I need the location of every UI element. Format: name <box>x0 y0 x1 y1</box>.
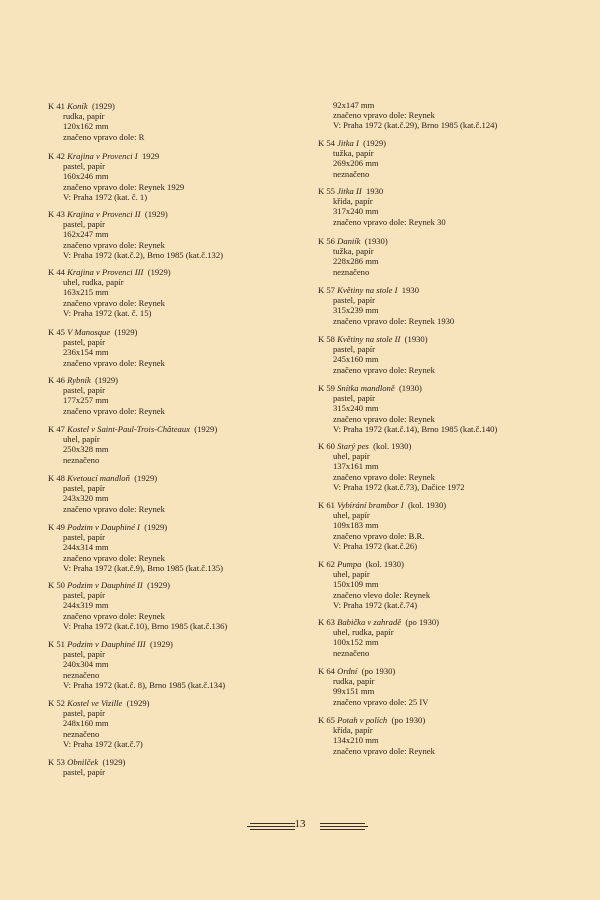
entry-detail-line: pastel, papír <box>63 337 105 348</box>
entry-detail-line: 92x147 mm <box>333 100 375 110</box>
entry-title: Krajina v Provenci III <box>67 267 144 277</box>
entry-detail-line: V: Praha 1972 (kat.č.74) <box>333 599 418 610</box>
entry-heading <box>318 715 588 725</box>
entry-detail-line: 150x109 mm <box>333 579 379 590</box>
entry-title: Koník <box>67 101 88 111</box>
entry-title: Daniík <box>337 236 361 246</box>
entry-date: 1930 <box>401 285 419 295</box>
entry-date: (po 1930) <box>405 617 440 627</box>
catalog-entry <box>318 383 588 434</box>
entry-detail-line: V: Praha 1972 (kat.č. 8), Brno 1985 (kat.č.134) <box>63 679 226 690</box>
entry-code: K 55 <box>318 186 335 196</box>
entry-code: K 53 <box>48 757 65 767</box>
entry-detail-line: pastel, papír <box>63 219 105 230</box>
entry-heading <box>48 580 318 590</box>
entry-title: Podzim v Dauphiné II <box>67 580 143 590</box>
entry-date: (1929) <box>144 522 168 532</box>
entry-detail-line: 315x240 mm <box>333 403 379 414</box>
entry-detail-line: V: Praha 1972 (kat.č.29), Brno 1985 (kat.č.124) <box>333 120 498 131</box>
entry-code: K 49 <box>48 522 65 532</box>
entry-title: Rybník <box>67 375 91 385</box>
catalog-entry <box>48 267 318 318</box>
entry-code: K 61 <box>318 500 335 510</box>
footer-rule-right-1 <box>320 823 365 824</box>
entry-code: K 44 <box>48 267 65 277</box>
entry-title: Jitka I <box>337 138 359 148</box>
entry-heading <box>48 267 318 277</box>
entry-detail-line: pastel, papír <box>333 344 375 355</box>
entry-detail-line: neznačeno <box>333 168 370 179</box>
entry-date: (po 1930) <box>391 715 426 725</box>
entry-detail-line: značeno vpravo dole: Reynek <box>63 610 165 621</box>
entry-heading <box>48 209 318 219</box>
entry-title: Starý pes <box>337 441 369 451</box>
entry-detail-line: V: Praha 1972 (kat.č.2), Brno 1985 (kat.č.132) <box>63 249 223 260</box>
page-footer <box>0 816 600 836</box>
entry-code: K 47 <box>48 424 65 434</box>
entry-detail-line: pastel, papír <box>63 708 105 719</box>
catalog-entry <box>318 500 588 551</box>
entry-detail-line: značeno vpravo dole: Reynek <box>63 503 165 514</box>
entry-code: K 65 <box>318 715 335 725</box>
entry-date: (1930) <box>364 236 388 246</box>
entry-title: Květiny na stole I <box>337 285 398 295</box>
entry-detail-line: 236x154 mm <box>63 347 109 358</box>
entry-detail-line: uhel, rudka, papír <box>63 277 124 288</box>
footer-rule-right-3 <box>320 829 365 830</box>
catalog-entry <box>48 580 318 631</box>
entry-heading <box>48 101 318 111</box>
catalog-entry <box>318 138 588 179</box>
entry-detail-line: značeno vpravo dole: R <box>63 131 145 142</box>
entry-date: (1929) <box>149 639 173 649</box>
entry-code: K 60 <box>318 441 335 451</box>
catalog-entry <box>48 151 318 202</box>
entry-heading <box>318 559 588 569</box>
entry-detail-line: pastel, papír <box>63 385 105 396</box>
entry-detail-line: 137x161 mm <box>333 461 379 472</box>
footer-rule-left-1 <box>250 823 295 824</box>
entry-code: K 54 <box>318 138 335 148</box>
entry-heading <box>48 698 318 708</box>
entry-detail-line: 163x215 mm <box>63 287 109 298</box>
entry-detail-line: V: Praha 1972 (kat. č. 1) <box>63 191 148 202</box>
entry-detail-line: značeno vpravo dole: 25 IV <box>333 696 429 707</box>
entry-detail-line: rudka, papír <box>333 676 375 687</box>
footer-rule-left-3 <box>250 829 295 830</box>
catalog-entry <box>48 375 318 416</box>
entry-detail-line: 99x151 mm <box>333 686 375 697</box>
entry-heading <box>318 334 588 344</box>
entry-detail-line: uhel, papír <box>333 451 370 462</box>
entry-title: Babička v zahradě <box>337 617 402 627</box>
entry-detail-line: značeno vpravo dole: Reynek <box>333 413 435 424</box>
entry-title: Květiny na stole II <box>337 334 401 344</box>
catalog-entry <box>48 698 318 749</box>
entry-detail-line: 109x183 mm <box>333 520 379 531</box>
entry-heading <box>48 375 318 385</box>
catalog-entry <box>318 666 588 707</box>
entry-detail-line: 177x257 mm <box>63 395 109 406</box>
entry-title: Ordní <box>337 666 358 676</box>
entry-detail-line: 269x206 mm <box>333 158 379 169</box>
entry-detail-line: pastel, papír <box>63 483 105 494</box>
entry-detail-line: uhel, papír <box>333 569 370 580</box>
entry-detail-line: značeno vpravo dole: Reynek <box>63 552 165 563</box>
entry-heading <box>48 522 318 532</box>
entry-detail-line: 160x246 mm <box>63 171 109 182</box>
entry-code: K 48 <box>48 473 65 483</box>
entry-date: (1929) <box>95 375 119 385</box>
entry-detail-line: pastel, papír <box>333 393 375 404</box>
entry-heading <box>48 639 318 649</box>
entry-title: Kvetoucí mandloň <box>67 473 130 483</box>
entry-heading <box>318 285 588 295</box>
entry-code: K 59 <box>318 383 335 393</box>
entry-detail-line: křída, papír <box>333 725 373 736</box>
entry-code: K 42 <box>48 151 65 161</box>
entry-detail-line: značeno vpravo dole: Reynek <box>63 405 165 416</box>
entry-heading <box>318 617 588 627</box>
entry-detail-line: V: Praha 1972 (kat.č.73), Dačice 1972 <box>333 481 465 492</box>
entry-detail-line: 228x286 mm <box>333 256 379 267</box>
entry-detail-line: značeno vpravo dole: Reynek 1929 <box>63 181 185 192</box>
catalog-entry <box>48 757 318 777</box>
entry-title: Kostel v Saint-Paul-Trois-Châteaux <box>67 424 190 434</box>
entry-detail-line: pastel, papír <box>63 532 105 543</box>
entry-title: Potah v polích <box>337 715 388 725</box>
entry-detail-line: rudka, papír <box>63 111 105 122</box>
entry-title: Kostel ve Vizille <box>67 698 123 708</box>
entry-heading <box>318 500 588 510</box>
catalog-entry <box>318 559 588 610</box>
entry-heading <box>318 441 588 451</box>
entry-date: (kol. 1930) <box>407 500 447 510</box>
entry-code: K 50 <box>48 580 65 590</box>
entry-date: (po 1930) <box>361 666 396 676</box>
catalog-entry <box>48 101 318 142</box>
entry-date: (1930) <box>398 383 422 393</box>
entry-code: K 63 <box>318 617 335 627</box>
entry-code: K 43 <box>48 209 65 219</box>
entry-detail-line: pastel, papír <box>63 161 105 172</box>
catalog-entry <box>318 441 588 492</box>
entry-detail-line: 244x314 mm <box>63 542 109 553</box>
entry-detail-line: V: Praha 1972 (kat.č.14), Brno 1985 (kat.č.140) <box>333 423 498 434</box>
entry-date: (1929) <box>147 267 171 277</box>
entry-date: (1929) <box>102 757 126 767</box>
entry-code: K 45 <box>48 327 65 337</box>
entry-title: Pumpa <box>337 559 362 569</box>
entry-detail-line: 245x160 mm <box>333 354 379 365</box>
entry-title: Snítka mandloně <box>337 383 395 393</box>
entry-code: K 56 <box>318 236 335 246</box>
entry-detail-line: tužka, papír <box>333 148 374 159</box>
entry-detail-line: neznačeno <box>63 728 100 739</box>
entry-code: K 52 <box>48 698 65 708</box>
entry-heading <box>48 151 318 161</box>
entry-detail-line: značeno vpravo dole: Reynek <box>333 471 435 482</box>
entry-title: V Manosque <box>67 327 111 337</box>
entry-detail-line: 120x162 mm <box>63 121 109 132</box>
entry-code: K 62 <box>318 559 335 569</box>
entry-code: K 51 <box>48 639 65 649</box>
entry-code: K 64 <box>318 666 335 676</box>
catalog-entry <box>318 236 588 277</box>
entry-heading <box>48 327 318 337</box>
catalog-entry <box>48 424 318 465</box>
catalog-entry <box>318 100 588 131</box>
entry-detail-line: neznačeno <box>63 454 100 465</box>
entry-detail-line: 317x240 mm <box>333 206 379 217</box>
entry-detail-line: neznačeno <box>63 669 100 680</box>
entry-date: 1929 <box>141 151 160 161</box>
entry-code: K 41 <box>48 101 65 111</box>
catalog-entry <box>318 186 588 227</box>
entry-heading <box>318 383 588 393</box>
entry-detail-line: V: Praha 1972 (kat.č.7) <box>63 738 143 749</box>
entry-heading <box>318 666 588 676</box>
footer-rule-right-2 <box>320 826 368 827</box>
entry-heading <box>318 236 588 246</box>
entry-title: Obnilček <box>67 757 99 767</box>
entry-detail-line: značeno vpravo dole: Reynek <box>63 357 165 368</box>
entry-detail-line: značeno vpravo dole: Reynek 1930 <box>333 315 455 326</box>
entry-detail-line: křída, papír <box>333 196 373 207</box>
entry-title: Jitka II <box>337 186 362 196</box>
entry-code: K 58 <box>318 334 335 344</box>
entry-code: K 46 <box>48 375 65 385</box>
entry-detail-line: V: Praha 1972 (kat.č.10), Brno 1985 (kat.č.136) <box>63 620 228 631</box>
entry-detail-line: značeno vpravo dole: Reynek <box>333 364 435 375</box>
entry-date: (kol. 1930) <box>365 559 404 569</box>
entry-title: Vybírání brambor I <box>337 500 404 510</box>
entry-detail-line: 162x247 mm <box>63 229 109 240</box>
footer-rule-left-2 <box>247 826 295 827</box>
entry-title: Podzim v Dauphiné III <box>67 639 146 649</box>
entry-date: (1929) <box>147 580 170 590</box>
entry-detail-line: pastel, papír <box>63 590 105 601</box>
entry-detail-line: značeno vpravo dole: Reynek <box>63 297 165 308</box>
catalog-entry <box>318 334 588 375</box>
entry-detail-line: V: Praha 1972 (kat.č.9), Brno 1985 (kat.č.135) <box>63 562 223 573</box>
entry-title: Podzim v Dauphiné I <box>67 522 140 532</box>
catalog-entry <box>48 522 318 573</box>
entry-title: Krajina v Provenci I <box>67 151 138 161</box>
entry-date: 1930 <box>365 186 384 196</box>
entry-detail-line: značeno vpravo dole: Reynek <box>63 239 165 250</box>
entry-title: Krajina v Provenci II <box>67 209 141 219</box>
entry-detail-line: uhel, rudka, papír <box>333 627 394 638</box>
entry-detail-line: 134x210 mm <box>333 735 379 746</box>
entry-date: (kol. 1930) <box>373 441 412 451</box>
entry-date: (1929) <box>194 424 218 434</box>
entry-detail-line: uhel, papír <box>63 434 100 445</box>
entry-detail-line: 240x304 mm <box>63 659 109 670</box>
entry-date: (1929) <box>126 698 150 708</box>
entry-heading <box>48 757 318 767</box>
entry-detail-line: pastel, papír <box>63 649 105 660</box>
entry-heading <box>318 186 588 196</box>
page-number: 13 <box>294 818 306 830</box>
entry-detail-line: 250x328 mm <box>63 444 109 455</box>
entry-detail-line: 315x239 mm <box>333 305 379 316</box>
catalog-entry <box>318 617 588 658</box>
entry-detail-line: 248x160 mm <box>63 718 109 729</box>
catalog-entry <box>318 285 588 326</box>
entry-detail-line: V: Praha 1972 (kat. č. 15) <box>63 307 152 318</box>
entry-heading <box>318 138 588 148</box>
entry-heading <box>48 473 318 483</box>
entry-detail-line: značeno vlevo dole: Reynek <box>333 589 431 600</box>
entry-detail-line: neznačeno <box>333 647 370 658</box>
entry-detail-line: 244x319 mm <box>63 600 109 611</box>
entry-detail-line: značeno vpravo dole: Reynek <box>333 110 435 121</box>
entry-heading <box>48 424 318 434</box>
catalog-entry <box>318 715 588 756</box>
catalog-entry <box>48 639 318 690</box>
entry-detail-line: 243x320 mm <box>63 493 109 504</box>
entry-detail-line: neznačeno <box>333 266 370 277</box>
entry-detail-line: V: Praha 1972 (kat.č.26) <box>333 540 418 551</box>
entry-date: (1930) <box>404 334 428 344</box>
entry-detail-line: pastel, papír <box>63 767 105 778</box>
entry-detail-line: 100x152 mm <box>333 637 379 648</box>
entry-detail-line: značeno vpravo dole: B.R. <box>333 530 425 541</box>
entry-date: (1929) <box>363 138 387 148</box>
entry-detail-line: uhel, papír <box>333 510 370 521</box>
catalog-entry <box>48 209 318 260</box>
entry-detail-line: značeno vpravo dole: Reynek <box>333 745 435 756</box>
entry-date: (1929) <box>91 101 115 111</box>
entry-detail-line: pastel, papír <box>333 295 375 306</box>
entry-date: (1929) <box>144 209 168 219</box>
entry-detail-line: tužka, papír <box>333 246 374 257</box>
entry-code: K 57 <box>318 285 335 295</box>
catalog-entry <box>48 327 318 368</box>
catalog-entry <box>48 473 318 514</box>
entry-date: (1929) <box>114 327 138 337</box>
entry-date: (1929) <box>134 473 158 483</box>
entry-detail-line: značeno vpravo dole: Reynek 30 <box>333 216 446 227</box>
